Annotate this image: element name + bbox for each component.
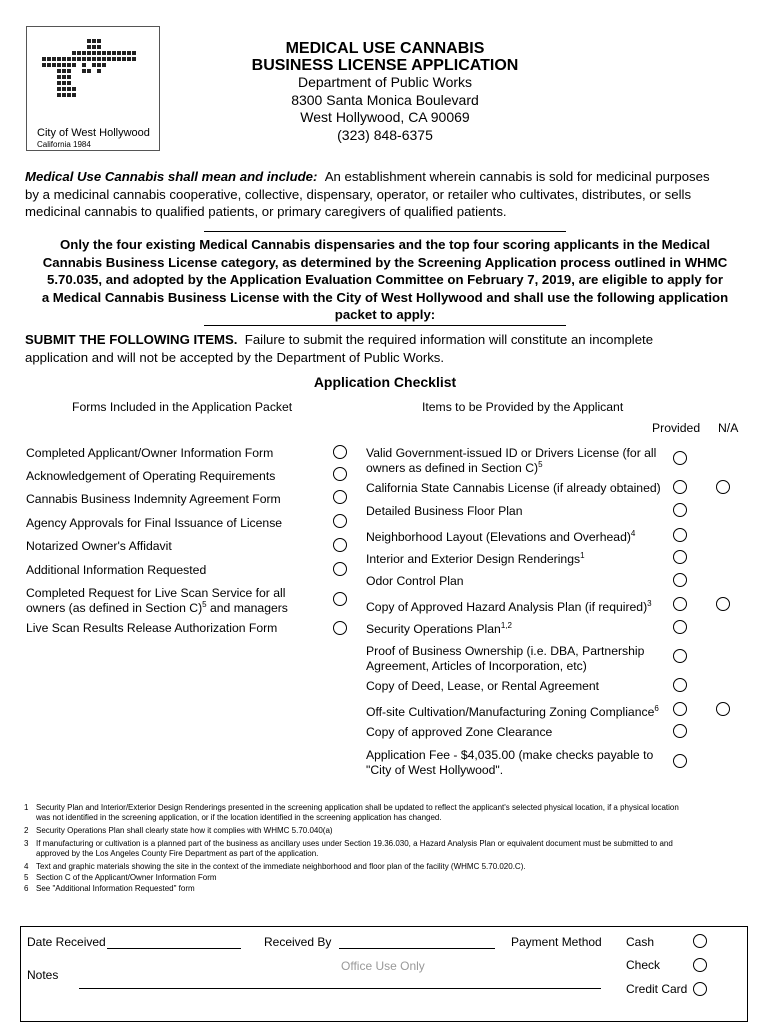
payment-cash-radio[interactable] [693,934,707,948]
footnote [24,873,749,883]
definition-paragraph [25,168,755,221]
eligibility-line: Cannabis Business License category, as determined by the Screening Application process outlined in WHMC [42,254,728,270]
footnote-ref: 5 [202,599,207,609]
item-hazard-analysis-label: Copy of Approved Hazard Analysis Plan (if required) [366,600,648,614]
item-design-renderings [366,552,585,567]
item-security-plan-label: Security Operations Plan [366,622,501,636]
footnote [24,862,749,872]
provided-hazard-analysis[interactable] [673,597,687,611]
item-neighborhood-layout [366,530,635,545]
footnote [24,839,749,859]
office-use-section [20,926,748,1022]
definition-line3: medicinal cannabis to qualified patients, or primary caregivers of qualified patients. [25,204,507,219]
footnote-number: 1 [24,803,29,812]
footnote-number: 2 [24,826,29,835]
date-received-field[interactable] [107,948,241,949]
form-indemnity-agreement: Cannabis Business Indemnity Agreement Form [26,492,281,506]
item-business-ownership-line2: Agreement, Articles of Incorporation, etc) [366,658,587,673]
item-business-ownership-line1: Proof of Business Ownership (i.e. DBA, Partnership [366,644,645,658]
item-government-id-line2: owners as defined in Section C) [366,460,539,475]
payment-check-radio[interactable] [693,958,707,972]
item-application-fee [366,748,653,777]
item-zoning-compliance [366,705,659,720]
provided-column-header: Provided [652,421,701,435]
provided-security-plan[interactable] [673,620,687,634]
form-live-scan-line2: owners (as defined in Section C) [26,600,203,615]
phone-number: (323) 848-6375 [337,126,433,143]
item-deed-lease: Copy of Deed, Lease, or Rental Agreement [366,679,600,693]
provided-application-fee[interactable] [673,754,687,768]
item-business-ownership [366,644,644,673]
eligibility-notice [20,236,750,324]
checklist-title: Application Checklist [313,374,457,390]
form-operating-requirements: Acknowledgement of Operating Requirements [26,469,276,483]
payment-cash-label: Cash [626,935,655,949]
footnote-number: 6 [24,884,29,893]
form-owner-affidavit: Notarized Owner's Affidavit [26,539,172,553]
footnote-text: Security Operations Plan shall clearly state how it complies with WHMC 5.70.040(a) [36,826,333,835]
checkbox-form-indemnity-agreement[interactable] [333,490,347,504]
address-line1: 8300 Santa Monica Boulevard [291,91,479,108]
form-agency-approvals: Agency Approvals for Final Issuance of License [26,516,283,530]
eligibility-line: Only the four existing Medical Cannabis dispensaries and the top four scoring applicants in the Medical [60,237,710,252]
footnote-number: 4 [24,862,29,871]
received-by-label: Received By [264,935,332,949]
footnote-ref: 6 [654,703,659,713]
footnote-ref: 1,2 [500,620,512,630]
footnote [24,803,749,823]
submit-instructions [25,331,755,366]
provided-government-id[interactable] [673,451,687,465]
item-government-id [366,446,656,475]
item-hazard-analysis [366,600,652,615]
divider-top [204,231,566,232]
received-by-field[interactable] [339,948,495,949]
form-applicant-owner: Completed Applicant/Owner Information Form [26,446,274,460]
provided-design-renderings[interactable] [673,550,687,564]
item-government-id-line1: Valid Government-issued ID or Drivers License (for all [366,446,657,460]
footnote-text: If manufacturing or cultivation is a planned part of the business as ancillary uses under Section 19.36.030, a Hazard Analysis Plan or equivalent document must be submitted to and [36,839,673,848]
office-use-only-label: Office Use Only [341,959,425,973]
footnote [24,826,749,836]
item-odor-control: Odor Control Plan [366,574,464,588]
form-live-scan-line2b: and managers [209,600,288,615]
forms-column-header: Forms Included in the Application Packet [72,400,293,414]
form-title-line1: MEDICAL USE CANNABIS [285,40,485,57]
checkbox-form-live-scan-request[interactable] [333,592,347,606]
definition-term: Medical Use Cannabis shall mean and include: [25,169,318,184]
definition-line2: by a medicinal cannabis cooperative, collective, dispensary, operator, or retailer who cultivates, distributes, or sells [25,186,692,202]
na-hazard-analysis[interactable] [716,597,730,611]
na-state-license[interactable] [716,480,730,494]
payment-check-label: Check [626,958,661,972]
provided-zoning-compliance[interactable] [673,702,687,716]
provided-zone-clearance[interactable] [673,724,687,738]
footnote-text: See "Additional Information Requested" form [36,884,195,893]
address-line2: West Hollywood, CA 90069 [300,109,470,125]
form-live-scan-line1: Completed Request for Live Scan Service for all [26,586,286,600]
checkbox-form-owner-affidavit[interactable] [333,538,347,552]
eligibility-line: 5.70.035, and adopted by the Application Evaluation Committee on February 7, 2019, are eligible to apply for [47,272,723,287]
footnote-text: Security Plan and Interior/Exterior Design Renderings presented in the screening application shall be updated to reflect the applicant's selected physical location, if a physical location [36,803,679,812]
provided-odor-control[interactable] [673,573,687,587]
eligibility-line: packet to apply: [334,307,436,322]
footnote-number: 5 [24,873,29,882]
items-column-header: Items to be Provided by the Applicant [422,400,624,414]
divider-bottom [204,325,566,326]
logo-established: California 1984 [37,140,91,149]
form-title-line2: BUSINESS LICENSE APPLICATION [251,57,519,74]
footnotes [24,803,749,894]
form-live-scan-release: Live Scan Results Release Authorization Form [26,621,278,635]
item-security-plan [366,622,512,637]
form-header [170,40,600,144]
item-application-fee-line1: Application Fee - $4,035.00 (make checks payable to [366,748,654,762]
payment-method-label: Payment Method [511,935,602,949]
provided-business-ownership[interactable] [673,649,687,663]
footnote-text: Text and graphic materials showing the site in the context of the immediate neighborhood and floor plan of the facility (WHMC 5.70.020.C). [36,862,526,871]
footnote-ref: 3 [647,598,652,608]
na-column-header: N/A [718,421,739,435]
provided-floor-plan[interactable] [673,503,687,517]
provided-state-license[interactable] [673,480,687,494]
item-neighborhood-layout-label: Neighborhood Layout (Elevations and Overhead) [366,530,631,544]
footnote-text: Section C of the Applicant/Owner Information Form [36,873,217,882]
checkbox-form-operating-requirements[interactable] [333,467,347,481]
notes-field[interactable] [79,988,601,989]
form-additional-info: Additional Information Requested [26,563,207,577]
eligibility-line: a Medical Cannabis Business License with the City of West Hollywood and shall use the following application [41,289,729,305]
submit-line2: application and will not be accepted by the Department of Public Works. [25,349,445,365]
item-application-fee-line2: "City of West Hollywood". [366,762,504,777]
footnote [24,884,749,894]
footnote-ref: 1 [580,550,585,560]
submit-line1: Failure to submit the required information will constitute an incomplete [244,332,654,347]
provided-deed-lease[interactable] [673,678,687,692]
submit-heading: SUBMIT THE FOLLOWING ITEMS. [25,332,238,347]
form-live-scan-request [26,586,288,615]
item-zone-clearance: Copy of approved Zone Clearance [366,725,553,739]
na-zoning-compliance[interactable] [716,702,730,716]
checkbox-form-additional-info[interactable] [333,562,347,576]
checkbox-form-live-scan-release[interactable] [333,621,347,635]
checkbox-form-applicant-owner[interactable] [333,445,347,459]
item-floor-plan: Detailed Business Floor Plan [366,504,523,518]
item-zoning-compliance-label: Off-site Cultivation/Manufacturing Zoning Compliance [366,705,655,719]
footnote-text: approved by the Los Angeles County Fire Department as part of the application. [36,849,319,858]
payment-credit-label: Credit Card [626,982,688,996]
payment-credit-radio[interactable] [693,982,707,996]
footnote-number: 3 [24,839,29,848]
provided-neighborhood-layout[interactable] [673,528,687,542]
notes-label: Notes [27,968,59,982]
item-state-license: California State Cannabis License (if already obtained) [366,481,661,495]
logo-city-name: City of West Hollywood [37,127,150,139]
footnote-text: was not identified in the screening application, or if the location identified in the screening application has changed. [36,813,442,822]
date-received-label: Date Received [27,935,106,949]
footnote-ref: 5 [538,459,543,469]
checkbox-form-agency-approvals[interactable] [333,514,347,528]
footnote-ref: 4 [630,528,636,538]
department-name: Department of Public Works [297,74,473,90]
definition-line1: An establishment wherein cannabis is sold for medicinal purposes [324,169,710,184]
city-logo [26,26,160,151]
item-design-renderings-label: Interior and Exterior Design Renderings [366,552,581,566]
